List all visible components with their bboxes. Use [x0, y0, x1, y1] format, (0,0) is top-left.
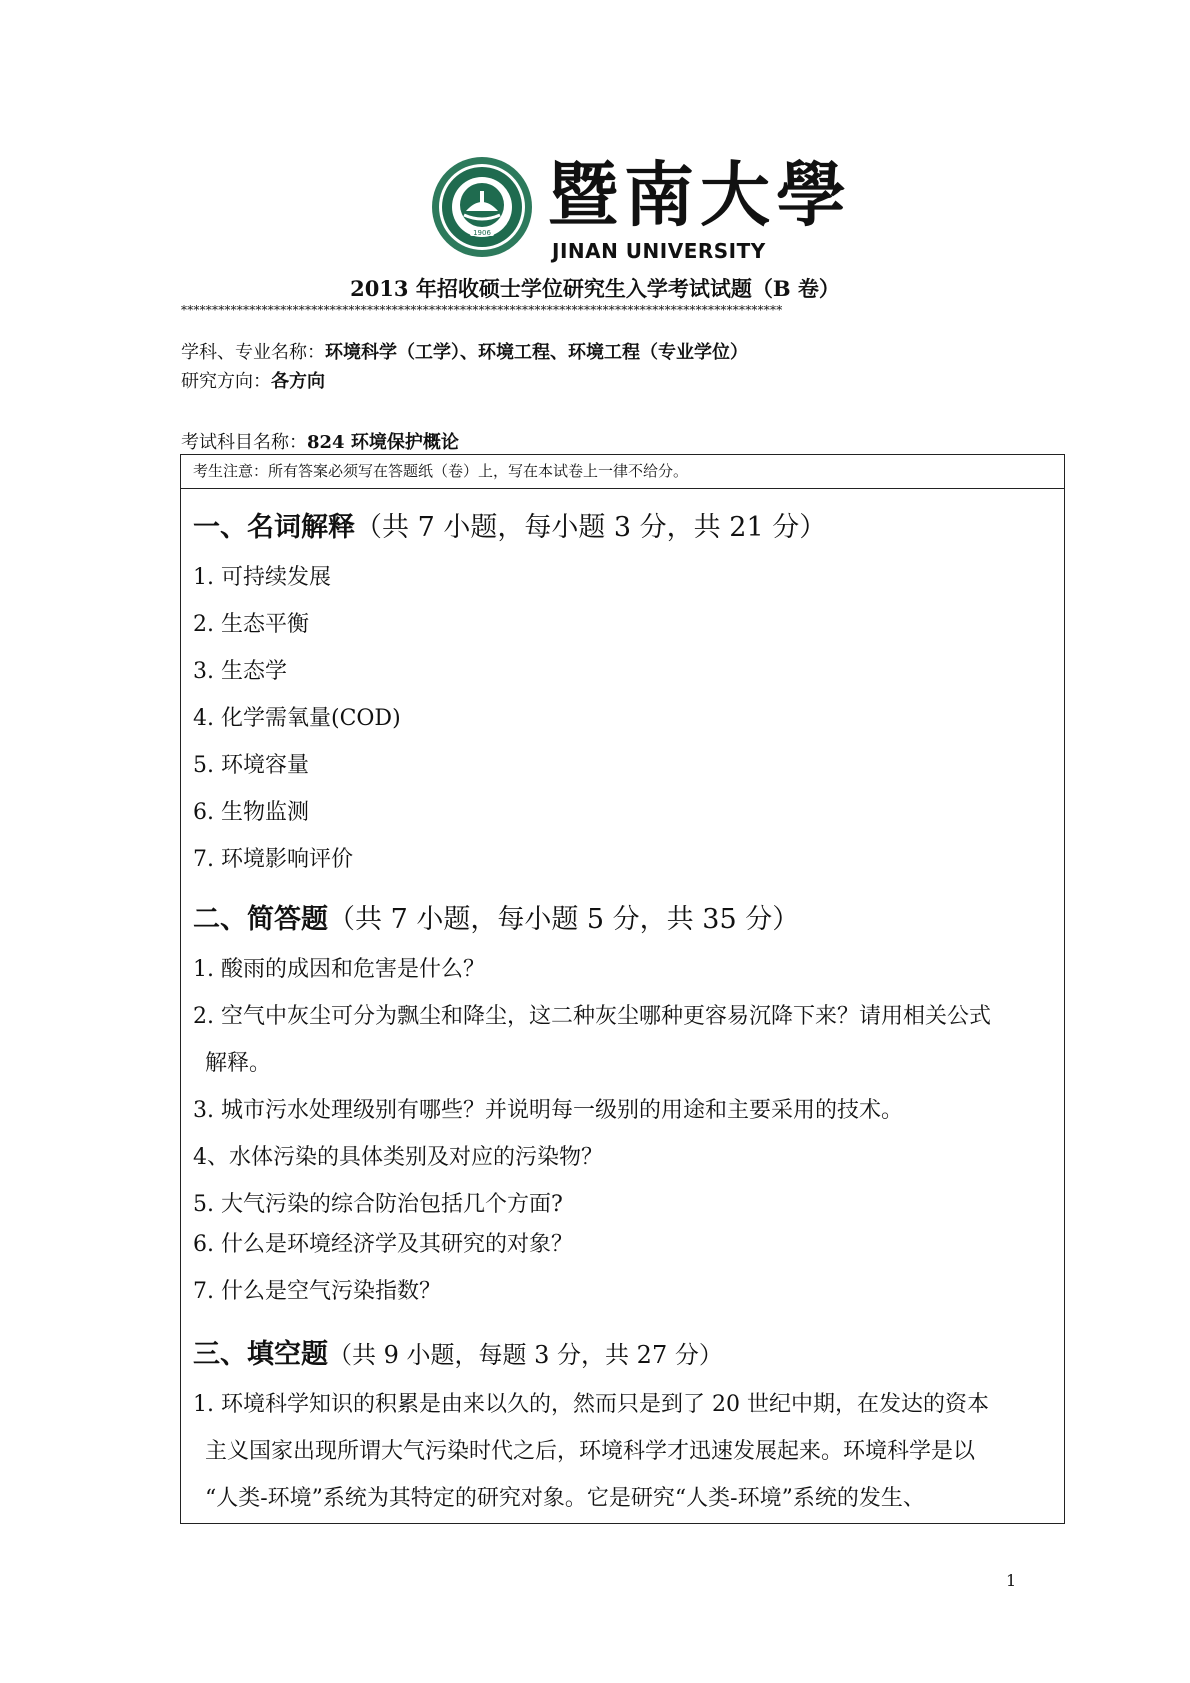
section-3-score: （共 9 小题，每题 3 分，共 27 分）	[328, 1341, 723, 1369]
section-1-heading	[193, 505, 826, 544]
major-value: 环境科学（工学）、环境工程、环境工程（专业学位）	[325, 342, 748, 363]
seal-year: 1906	[473, 229, 491, 237]
subject-value: 824 环境保护概论	[307, 432, 459, 453]
separator-line: *************************************************************************************************	[181, 303, 783, 317]
list-item: 5. 大气污染的综合防治包括几个方面?	[193, 1192, 563, 1217]
subject-line	[181, 428, 459, 454]
subject-label: 考试科目名称：	[181, 432, 307, 453]
section-1-score: （共 7 小题，每小题 3 分，共 21 分）	[355, 512, 827, 543]
list-item: 3. 城市污水处理级别有哪些？并说明每一级别的用途和主要采用的技术。	[193, 1098, 903, 1123]
section-1-title: 一、名词解释	[193, 512, 355, 543]
university-logo	[430, 153, 852, 265]
list-item: 1. 环境科学知识的积累是由来以久的，然而只是到了 20 世纪中期，在发达的资本	[193, 1392, 989, 1417]
list-item: 3. 生态学	[193, 659, 287, 684]
major-label: 学科、专业名称：	[181, 342, 325, 363]
notice-text: 考生注意：所有答案必须写在答题纸（卷）上，写在本试卷上一律不给分。	[181, 455, 1064, 489]
section-2-title: 二、简答题	[193, 904, 328, 935]
list-item-continuation: “人类-环境”系统为其特定的研究对象。它是研究“人类-环境”系统的发生、	[205, 1486, 925, 1511]
direction-value: 各方向	[271, 371, 325, 392]
direction-label: 研究方向：	[181, 371, 271, 392]
section-2-heading	[193, 897, 799, 936]
list-item-continuation: 解释。	[205, 1051, 272, 1076]
list-item: 2. 空气中灰尘可分为飘尘和降尘，这二种灰尘哪种更容易沉降下来？请用相关公式	[193, 1004, 991, 1029]
direction-line	[181, 367, 325, 393]
major-line	[181, 338, 748, 364]
university-seal-icon	[430, 155, 534, 259]
section-3-heading	[193, 1332, 723, 1371]
page-number: 1	[1006, 1571, 1017, 1590]
list-item: 1. 可持续发展	[193, 565, 331, 590]
list-item: 1. 酸雨的成因和危害是什么？	[193, 957, 485, 982]
question-box	[180, 454, 1065, 1524]
list-item: 4、水体污染的具体类别及对应的污染物？	[193, 1145, 603, 1170]
section-3-title: 三、填空题	[193, 1339, 328, 1370]
university-name-cn: 暨南大學	[548, 153, 852, 236]
list-item: 7. 环境影响评价	[193, 847, 353, 872]
section-2-score: （共 7 小题，每小题 5 分，共 35 分）	[328, 904, 800, 935]
list-item: 6. 生物监测	[193, 800, 309, 825]
university-name-en: JINAN UNIVERSITY	[552, 239, 766, 263]
list-item: 7. 什么是空气污染指数？	[193, 1279, 441, 1304]
list-item: 2. 生态平衡	[193, 612, 309, 637]
list-item: 5. 环境容量	[193, 753, 309, 778]
list-item: 4. 化学需氧量(COD)	[193, 706, 401, 731]
list-item: 6. 什么是环境经济学及其研究的对象？	[193, 1232, 573, 1257]
exam-title: 2013 年招收硕士学位研究生入学考试试题（B 卷）	[350, 276, 840, 301]
list-item-continuation: 主义国家出现所谓大气污染时代之后，环境科学才迅速发展起来。环境科学是以	[205, 1439, 976, 1464]
